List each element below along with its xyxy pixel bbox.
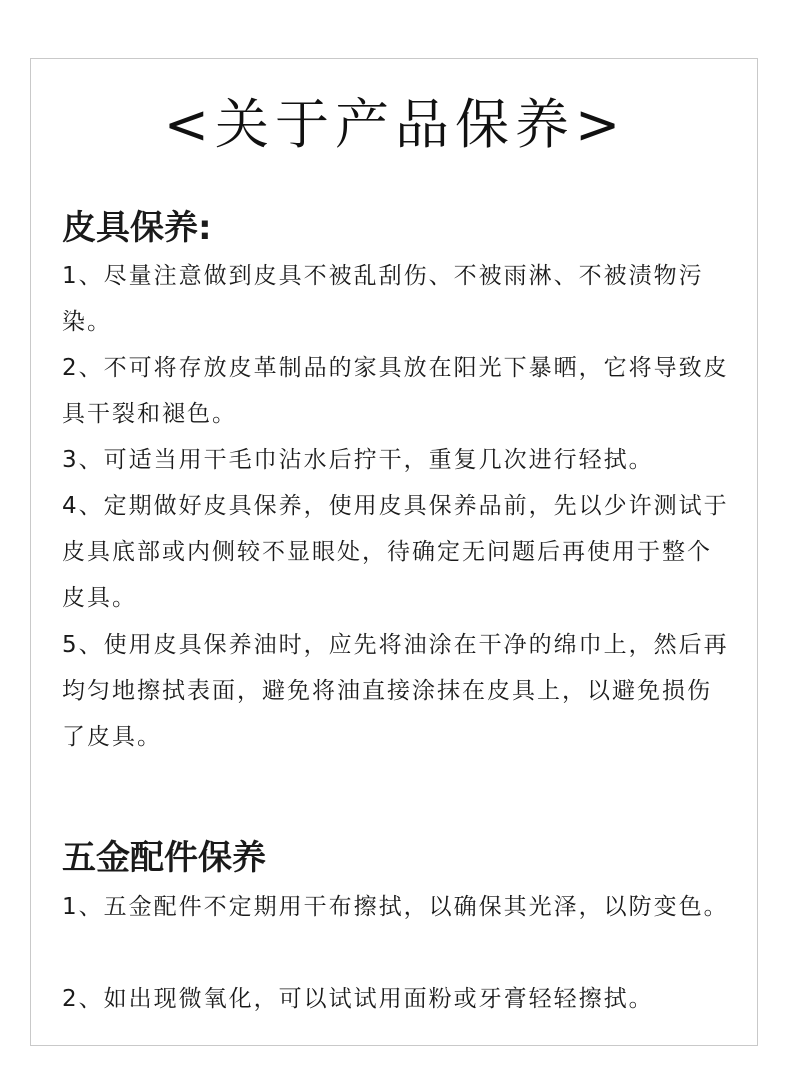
hardware-care-item-2: 2、如出现微氧化，可以试试用面粉或牙膏轻轻擦拭。 [62,986,654,1012]
leather-care-item-1: 1、尽量注意做到皮具不被乱刮伤、不被雨淋、不被渍物污染。 [62,263,704,335]
leather-care-item-4: 4、定期做好皮具保养，使用皮具保养品前，先以少许测试于皮具底部或内侧较不显眼处，待确定无问题后再使用于整个皮具。 [62,493,729,611]
hardware-care-item-1: 1、五金配件不定期用干布擦拭，以确保其光泽，以防变色。 [62,894,729,920]
hardware-care-heading: 五金配件保养 [62,838,266,878]
leather-care-heading: 皮具保养: [62,208,212,248]
leather-care-item-5: 5、使用皮具保养油时，应先将油涂在干净的绵巾上，然后再均匀地擦拭表面，避免将油直接涂抹在皮具上，以避免损伤了皮具。 [62,632,729,750]
page-title: <关于产品保养> [163,93,627,156]
leather-care-item-2: 2、不可将存放皮革制品的家具放在阳光下暴晒，它将导致皮具干裂和褪色。 [62,355,729,427]
leather-care-item-3: 3、可适当用干毛巾沾水后拧干，重复几次进行轻拭。 [62,447,654,473]
